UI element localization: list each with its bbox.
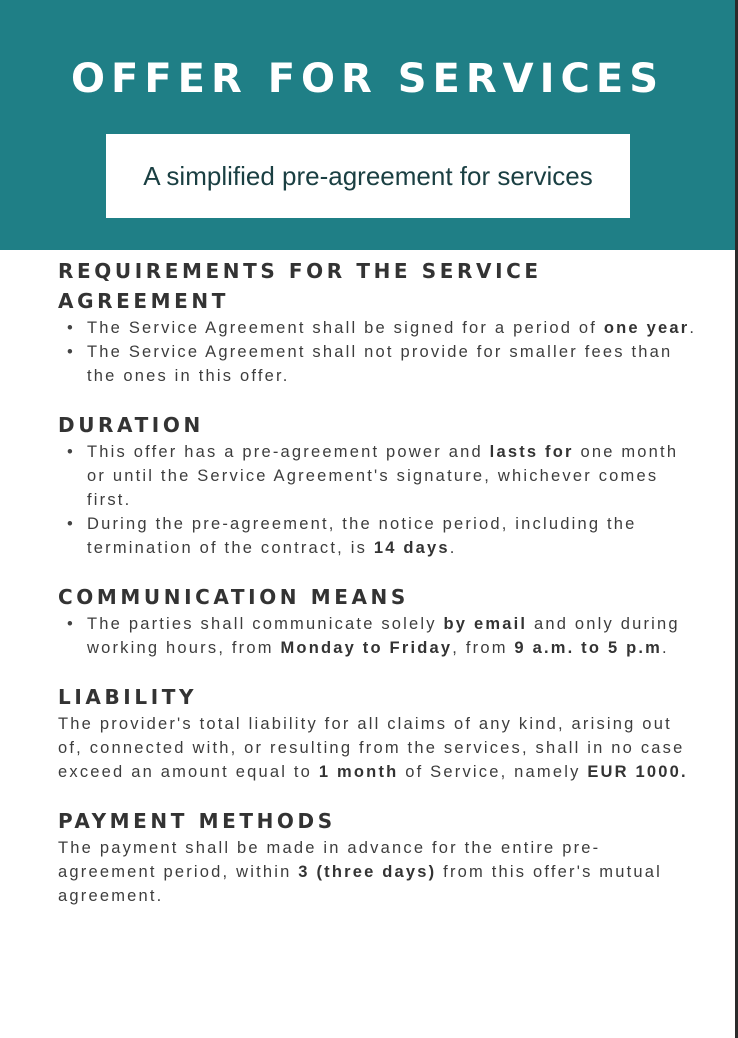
bullet-list: [58, 440, 698, 560]
document-body: [58, 256, 698, 930]
page-subtitle: A simplified pre-agreement for services: [143, 161, 593, 191]
header-banner: [0, 0, 735, 250]
section-duration: [58, 410, 698, 560]
section-heading: PAYMENT METHODS: [58, 809, 336, 833]
section-paragraph: The payment shall be made in advance for the entire pre-agreement period, within 3 (three days) from this offer's mutual agreement.: [58, 839, 663, 905]
section-communication: [58, 582, 698, 660]
section-paragraph: The provider's total liability for all claims of any kind, arising out of, connected with, or resulting from the services, shall in no case exceed an amount equal to 1 month of Service, namely EUR 1000.: [58, 715, 688, 781]
list-item: • The Service Agreement shall not provide for smaller fees than the ones in this offer.: [87, 340, 698, 388]
section-requirements: [58, 256, 698, 388]
subtitle-box: [106, 134, 630, 218]
section-liability: [58, 682, 698, 784]
list-item: • The parties shall communicate solely by email and only during working hours, from Monday to Friday, from 9 a.m. to 5 p.m.: [87, 612, 698, 660]
section-heading: LIABILITY: [58, 685, 198, 709]
section-heading: REQUIREMENTS FOR THE SERVICE AGREEMENT: [58, 259, 542, 313]
bullet-list: [58, 316, 698, 388]
section-payment: [58, 806, 698, 908]
bullet-list: [58, 612, 698, 660]
section-heading: DURATION: [58, 413, 204, 437]
list-item: • This offer has a pre-agreement power and lasts for one month or until the Service Agreement's signature, whichever comes first.: [87, 440, 698, 512]
page-title: OFFER FOR SERVICES: [70, 56, 665, 102]
section-heading: COMMUNICATION MEANS: [58, 585, 409, 609]
list-item: • The Service Agreement shall be signed for a period of one year.: [87, 316, 698, 340]
list-item: • During the pre-agreement, the notice period, including the termination of the contract, is 14 days.: [87, 512, 698, 560]
